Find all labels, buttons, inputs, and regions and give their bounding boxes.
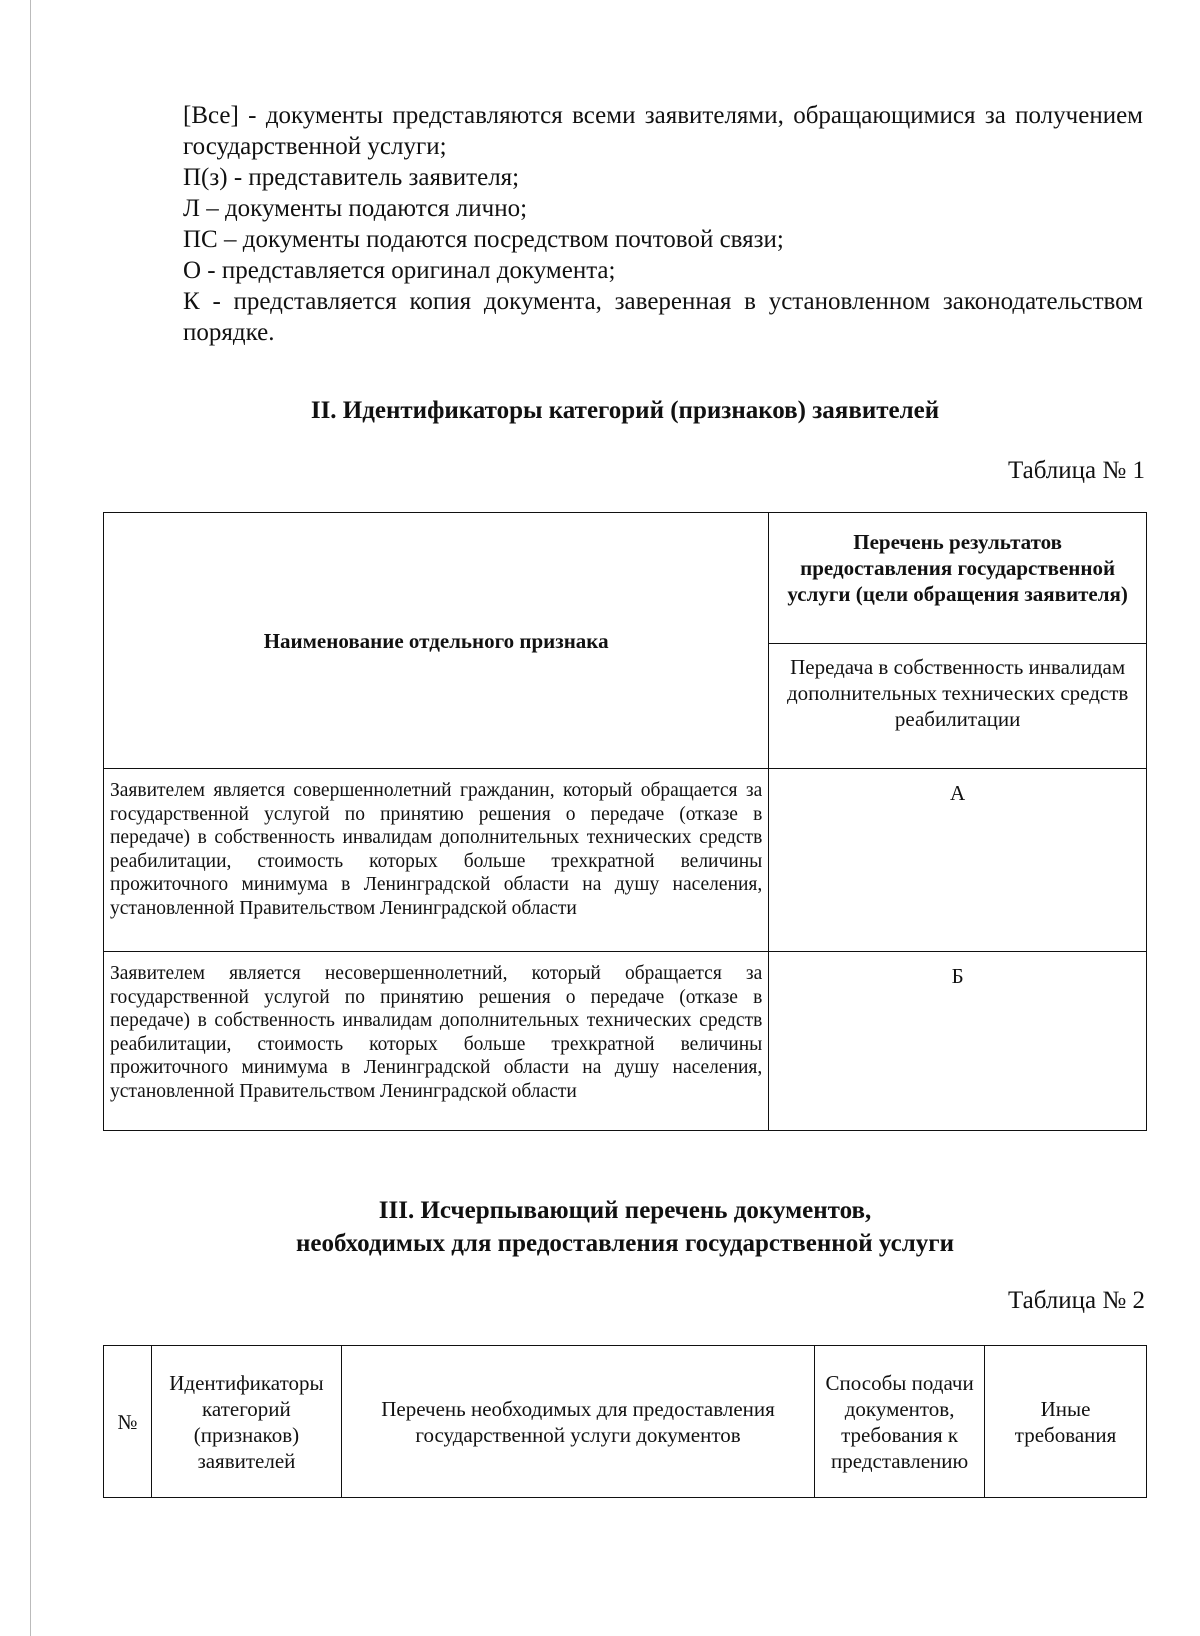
legend-item: К - представляется копия документа, заверенная в установленном законодательством порядке. (183, 288, 1143, 346)
category-code-cell: А (769, 769, 1147, 952)
legend-item: ПС – документы подаются посредством почтовой связи; (183, 226, 784, 253)
table-2-caption: Таблица № 2 (1007, 1287, 1145, 1314)
submission-methods-column-header: Способы подачи документов, требования к представлению (815, 1346, 985, 1498)
criterion-cell: Заявителем является несовершеннолетний, который обращается за государственной услугой по принятию решения о передаче (отказе в передаче) в собственность инвалидам дополнительных технических средств реабилитации, стоимость которых больше трехкратной величины прожиточного минимума в Ленинградской области на душу населения, установленной Правительством Ленинградской области (104, 952, 769, 1131)
documents-table (103, 1345, 1147, 1498)
results-column-subheader: Передача в собственность инвалидам дополнительных технических средств реабилитации (769, 644, 1147, 769)
applicant-categories-table (103, 512, 1147, 1131)
other-requirements-column-header: Иные требования (985, 1346, 1147, 1498)
legend-item: Л – документы подаются лично; (183, 195, 528, 222)
legend-item: О - представляется оригинал документа; (183, 257, 616, 284)
abbreviation-legend (183, 100, 1143, 348)
table-1-caption: Таблица № 1 (1007, 457, 1145, 484)
table-row (104, 952, 1147, 1131)
criterion-column-header: Наименование отдельного признака (104, 513, 769, 769)
section-2-title: II. Идентификаторы категорий (признаков) заявителей (310, 397, 940, 424)
documents-list-column-header: Перечень необходимых для предоставления государственной услуги документов (341, 1346, 814, 1498)
section-3-title-line-2: необходимых для предоставления государственной услуги (296, 1230, 954, 1257)
category-code-cell: Б (769, 952, 1147, 1131)
section-3-title-line-1: III. Исчерпывающий перечень документов, (378, 1197, 872, 1224)
scan-edge-line (30, 0, 31, 1636)
section-3-title (100, 1194, 1150, 1260)
table-row (104, 769, 1147, 952)
legend-item: [Все] - документы представляются всеми заявителями, обращающимися за получением государственной услуги; (183, 102, 1143, 160)
criterion-cell: Заявителем является совершеннолетний гражданин, который обращается за государственной услугой по принятию решения о передаче (отказе в передаче) в собственность инвалидам дополнительных технических средств реабилитации, стоимость которых больше трехкратной величины прожиточного минимума в Ленинградской области на душу населения, установленной Правительством Ленинградской области (104, 769, 769, 952)
legend-item: П(з) - представитель заявителя; (183, 164, 520, 191)
category-ids-column-header: Идентификаторы категорий (признаков) заявителей (151, 1346, 341, 1498)
number-column-header: № (104, 1346, 152, 1498)
results-column-header: Перечень результатов предоставления государственной услуги (цели обращения заявителя) (769, 513, 1147, 644)
